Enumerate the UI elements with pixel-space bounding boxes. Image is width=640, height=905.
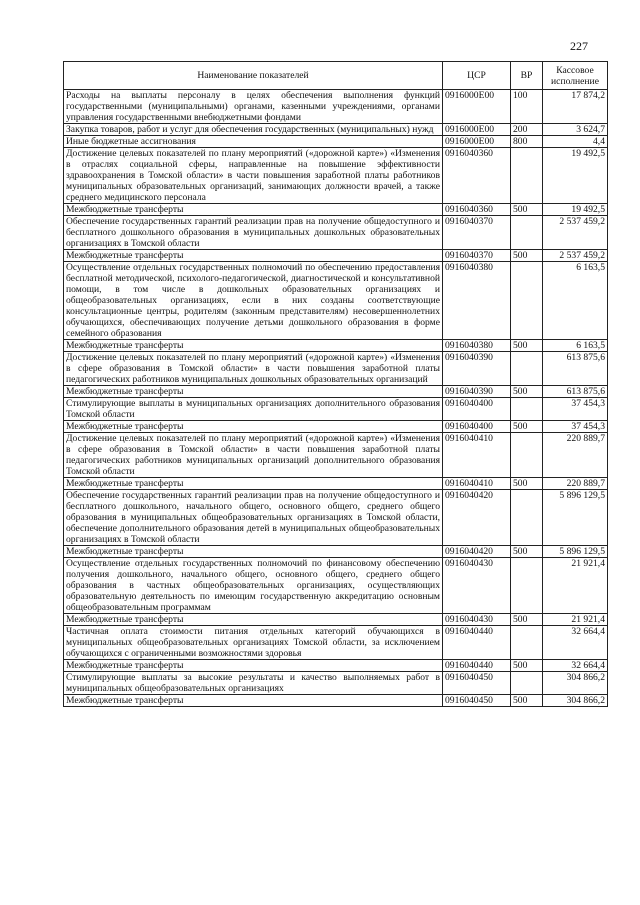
- row-csr-code: 0916040410: [443, 433, 511, 478]
- row-vr-code: 100: [511, 90, 543, 124]
- row-vr-code: [511, 490, 543, 546]
- row-indicator-name: Межбюджетные трансферты: [64, 204, 443, 216]
- table-row: [64, 124, 608, 136]
- table-row: [64, 490, 608, 546]
- row-indicator-name: Осуществление отдельных государственных полномочий по финансовому обеспечению получения дошкольного, начального общего, основного общего, среднего общего образования в частных общеобразовательных организациях, осуществляющих образовательную деятельность по имеющим государственную аккредитацию основным общеобразовательным программам: [64, 558, 443, 614]
- row-indicator-name: Межбюджетные трансферты: [64, 478, 443, 490]
- row-vr-code: [511, 148, 543, 204]
- row-indicator-name: Стимулирующие выплаты в муниципальных организациях дополнительного образования Томской области: [64, 398, 443, 421]
- row-csr-code: 0916040360: [443, 148, 511, 204]
- row-csr-code: 0916000E00: [443, 124, 511, 136]
- row-csr-code: 0916040450: [443, 672, 511, 695]
- table-row: [64, 204, 608, 216]
- row-indicator-name: Межбюджетные трансферты: [64, 386, 443, 398]
- row-vr-code: 500: [511, 421, 543, 433]
- row-indicator-name: Осуществление отдельных государственных полномочий по обеспечению предоставления бесплатной методической, психолого-педагогической, диагностической и консультативной помощи, в том числе в дошкольных образовательных организациях и общеобразовательных организациях, если в них созданы соответствующие консультационные центры, родителям (законным представителям) несовершеннолетних обучающихся, обеспечивающих получение детьми дошкольного образования в форме семейного образования: [64, 262, 443, 340]
- row-cash-execution: 21 921,4: [543, 614, 608, 626]
- row-cash-execution: 304 866,2: [543, 695, 608, 707]
- row-vr-code: [511, 672, 543, 695]
- row-cash-execution: 2 537 459,2: [543, 216, 608, 250]
- row-csr-code: 0916040440: [443, 626, 511, 660]
- row-cash-execution: 6 163,5: [543, 340, 608, 352]
- row-cash-execution: 32 664,4: [543, 660, 608, 672]
- page-number: 227: [570, 39, 588, 53]
- row-indicator-name: Закупка товаров, работ и услуг для обеспечения государственных (муниципальных) нужд: [64, 124, 443, 136]
- row-indicator-name: Расходы на выплаты персоналу в целях обеспечения выполнения функций государственными (муниципальными) органами, казенными учреждениями, органами управления государственными внебюджетными фондами: [64, 90, 443, 124]
- row-csr-code: 0916000E00: [443, 136, 511, 148]
- row-indicator-name: Межбюджетные трансферты: [64, 340, 443, 352]
- row-cash-execution: 32 664,4: [543, 626, 608, 660]
- row-csr-code: 0916040450: [443, 695, 511, 707]
- row-indicator-name: Достижение целевых показателей по плану мероприятий («дорожной карте») «Изменения в сфере образования в Томской области» в части повышения заработной платы педагогических работников муниципальных организаций дополнительного образования Томской области: [64, 433, 443, 478]
- row-indicator-name: Межбюджетные трансферты: [64, 614, 443, 626]
- table-header-row: [64, 62, 608, 90]
- row-indicator-name: Достижение целевых показателей по плану мероприятий («дорожной карте») «Изменения в сфере образования в Томской области» в части повышения заработной платы педагогических работников муниципальных дошкольных образовательных организаций: [64, 352, 443, 386]
- row-vr-code: 500: [511, 478, 543, 490]
- row-cash-execution: 220 889,7: [543, 478, 608, 490]
- row-vr-code: [511, 626, 543, 660]
- row-indicator-name: Обеспечение государственных гарантий реализации прав на получение общедоступного и бесплатного дошкольного образования в муниципальных дошкольных образовательных организациях в Томской области: [64, 216, 443, 250]
- row-cash-execution: 19 492,5: [543, 204, 608, 216]
- table-row: [64, 90, 608, 124]
- row-csr-code: 0916040400: [443, 421, 511, 433]
- row-csr-code: 0916040440: [443, 660, 511, 672]
- table-row: [64, 352, 608, 386]
- row-indicator-name: Межбюджетные трансферты: [64, 421, 443, 433]
- row-indicator-name: Межбюджетные трансферты: [64, 250, 443, 262]
- row-csr-code: 0916040420: [443, 490, 511, 546]
- row-indicator-name: Иные бюджетные ассигнования: [64, 136, 443, 148]
- row-cash-execution: 5 896 129,5: [543, 490, 608, 546]
- row-cash-execution: 37 454,3: [543, 421, 608, 433]
- row-vr-code: 800: [511, 136, 543, 148]
- row-cash-execution: 220 889,7: [543, 433, 608, 478]
- row-indicator-name: Межбюджетные трансферты: [64, 695, 443, 707]
- table-row: [64, 614, 608, 626]
- row-csr-code: 0916040370: [443, 250, 511, 262]
- row-csr-code: 0916040380: [443, 262, 511, 340]
- row-csr-code: 0916040380: [443, 340, 511, 352]
- row-vr-code: [511, 433, 543, 478]
- table-row: [64, 386, 608, 398]
- row-vr-code: [511, 262, 543, 340]
- row-vr-code: 500: [511, 340, 543, 352]
- row-csr-code: 0916040360: [443, 204, 511, 216]
- row-cash-execution: 17 874,2: [543, 90, 608, 124]
- row-cash-execution: 613 875,6: [543, 386, 608, 398]
- row-csr-code: 0916040420: [443, 546, 511, 558]
- row-vr-code: 500: [511, 695, 543, 707]
- table-row: [64, 626, 608, 660]
- row-vr-code: [511, 558, 543, 614]
- table-row: [64, 421, 608, 433]
- row-vr-code: 500: [511, 660, 543, 672]
- table-row: [64, 478, 608, 490]
- row-csr-code: 0916040410: [443, 478, 511, 490]
- table-row: [64, 262, 608, 340]
- row-indicator-name: Стимулирующие выплаты за высокие результаты и качество выполняемых работ в муниципальных общеобразовательных организациях: [64, 672, 443, 695]
- row-cash-execution: 21 921,4: [543, 558, 608, 614]
- row-vr-code: 500: [511, 250, 543, 262]
- row-cash-execution: 4,4: [543, 136, 608, 148]
- header-csr: ЦСР: [443, 62, 511, 90]
- row-csr-code: 0916040370: [443, 216, 511, 250]
- table-row: [64, 136, 608, 148]
- row-vr-code: 500: [511, 614, 543, 626]
- row-cash-execution: 37 454,3: [543, 398, 608, 421]
- budget-execution-table: [63, 61, 608, 707]
- table-row: [64, 250, 608, 262]
- table-row: [64, 558, 608, 614]
- row-vr-code: [511, 216, 543, 250]
- row-csr-code: 0916040430: [443, 614, 511, 626]
- table-row: [64, 672, 608, 695]
- row-cash-execution: 613 875,6: [543, 352, 608, 386]
- row-vr-code: 500: [511, 386, 543, 398]
- row-cash-execution: 5 896 129,5: [543, 546, 608, 558]
- row-cash-execution: 19 492,5: [543, 148, 608, 204]
- row-csr-code: 0916040400: [443, 398, 511, 421]
- row-vr-code: 500: [511, 204, 543, 216]
- row-indicator-name: Межбюджетные трансферты: [64, 546, 443, 558]
- row-csr-code: 0916040390: [443, 386, 511, 398]
- header-vr: ВР: [511, 62, 543, 90]
- table-row: [64, 695, 608, 707]
- table-row: [64, 546, 608, 558]
- table-row: [64, 660, 608, 672]
- table-row: [64, 148, 608, 204]
- row-csr-code: 0916000E00: [443, 90, 511, 124]
- row-vr-code: [511, 398, 543, 421]
- row-vr-code: [511, 352, 543, 386]
- row-vr-code: 200: [511, 124, 543, 136]
- table-row: [64, 340, 608, 352]
- row-indicator-name: Частичная оплата стоимости питания отдельных категорий обучающихся в муниципальных общеобразовательных организациях Томской области, за исключением обучающихся с ограниченными возможностями здоровья: [64, 626, 443, 660]
- row-vr-code: 500: [511, 546, 543, 558]
- table-row: [64, 216, 608, 250]
- row-indicator-name: Достижение целевых показателей по плану мероприятий («дорожной карте») «Изменения в отраслях социальной сферы, направленные на повышение эффективности здравоохранения в Томской области» в части повышения заработной платы работников муниципальных образовательных организаций, занимающих должности врачей, а также среднего медицинского персонала: [64, 148, 443, 204]
- row-cash-execution: 3 624,7: [543, 124, 608, 136]
- table-row: [64, 398, 608, 421]
- row-cash-execution: 304 866,2: [543, 672, 608, 695]
- row-cash-execution: 6 163,5: [543, 262, 608, 340]
- row-indicator-name: Межбюджетные трансферты: [64, 660, 443, 672]
- header-indicator-name: Наименование показателей: [64, 62, 443, 90]
- row-csr-code: 0916040390: [443, 352, 511, 386]
- header-cash-execution: Кассовое исполнение: [543, 62, 608, 90]
- table-row: [64, 433, 608, 478]
- row-cash-execution: 2 537 459,2: [543, 250, 608, 262]
- row-csr-code: 0916040430: [443, 558, 511, 614]
- row-indicator-name: Обеспечение государственных гарантий реализации прав на получение общедоступного и бесплатного дошкольного, начального общего, основного общего, среднего общего образования в муниципальных общеобразовательных организациях в Томской области, обеспечение дополнительного образования детей в муниципальных общеобразовательных организациях в Томской области: [64, 490, 443, 546]
